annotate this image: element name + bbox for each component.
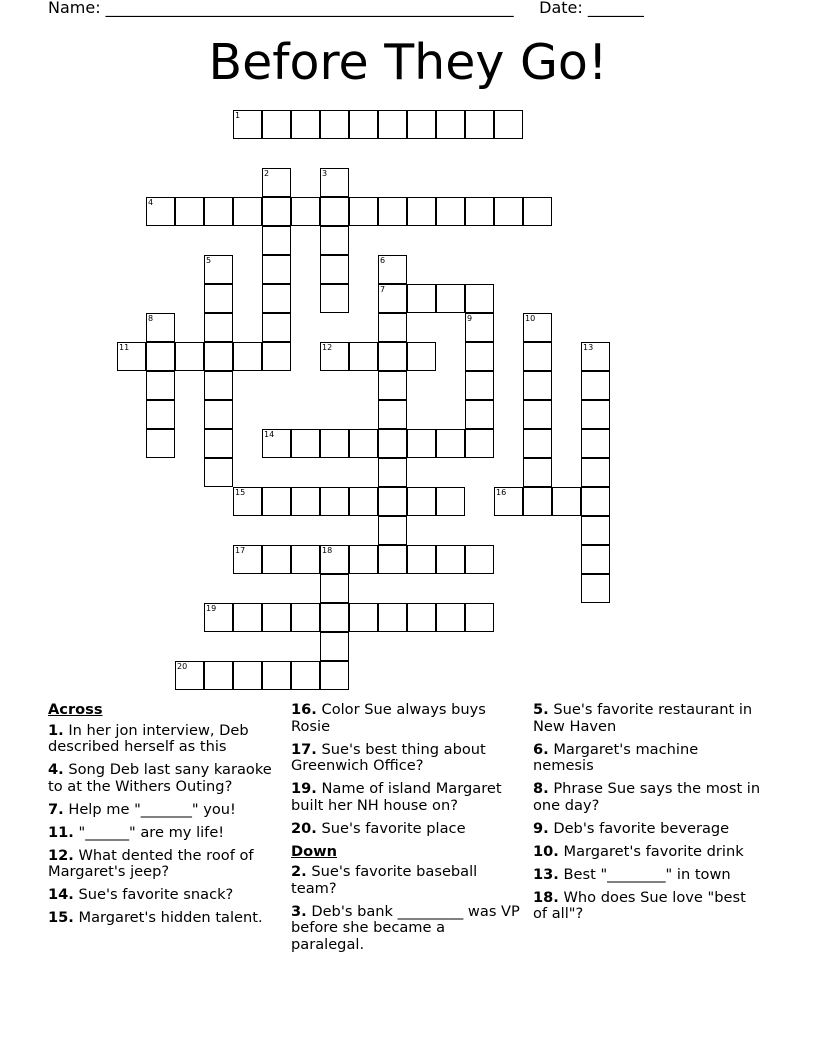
grid-cell[interactable] [233,603,262,632]
grid-cell[interactable] [407,342,436,371]
cell-number: 16 [496,488,507,497]
cell-number: 13 [583,343,594,352]
clue-number: 12. [48,846,74,864]
clue-text: "______" are my life! [78,823,225,841]
clue-text: Sue's favorite baseball team? [291,863,478,897]
grid-cell[interactable] [204,197,233,226]
clue-down-10 [533,844,763,861]
grid-cell[interactable] [262,226,291,255]
grid-cell[interactable] [204,313,233,342]
clue-number: 13. [533,865,559,883]
grid-cell[interactable] [291,545,320,574]
grid-cell[interactable] [291,429,320,458]
clue-across-15 [48,910,280,927]
puzzle-title: Before They Go! [208,34,608,91]
cell-number: 2 [264,169,270,178]
grid-cell[interactable] [523,429,552,458]
date-field-label: Date: _______ [539,0,644,17]
clue-text: Deb's favorite beverage [553,819,730,837]
cell-number: 10 [525,314,536,323]
grid-cell[interactable] [320,226,349,255]
grid-cell[interactable] [320,545,349,574]
grid-cell[interactable] [291,197,320,226]
clue-text: Sue's favorite place [321,819,466,837]
clue-text: Who does Sue love "best of all"? [533,888,746,922]
cell-number: 12 [322,343,333,352]
clue-across-7 [48,802,280,819]
cell-number: 18 [322,546,333,555]
grid-cell[interactable] [523,487,552,516]
clue-across-14 [48,887,280,904]
cell-number: 15 [235,488,246,497]
clue-text: Margaret's hidden talent. [78,909,263,926]
grid-cell[interactable] [378,487,407,516]
clue-text: Help me "_______" you! [68,800,236,818]
clue-across-4 [48,762,280,795]
grid-cell[interactable] [407,545,436,574]
clue-number: 7. [48,800,64,818]
clue-text: Song Deb last sany karaoke to at the Withers Outing? [48,761,272,795]
grid-cell[interactable] [349,545,378,574]
clue-text: Margaret's machine nemesis [533,740,699,774]
grid-cell[interactable] [262,284,291,313]
cell-number: 3 [322,169,328,178]
grid-cell[interactable] [523,371,552,400]
grid-cell[interactable] [262,197,291,226]
grid-cell[interactable] [552,487,581,516]
grid-cell[interactable] [436,603,465,632]
clue-text: Name of island Margaret built her NH house on? [291,780,502,814]
grid-cell[interactable] [204,429,233,458]
grid-cell[interactable] [262,342,291,371]
grid-cell[interactable] [175,342,204,371]
grid-cell[interactable] [204,284,233,313]
grid-cell[interactable] [349,197,378,226]
grid-cell[interactable] [146,371,175,400]
grid-cell[interactable] [378,313,407,342]
down-heading: Down [291,842,338,860]
grid-cell[interactable] [436,487,465,516]
grid-cell[interactable] [320,574,349,603]
cell-number: 8 [148,314,154,323]
grid-cell[interactable] [291,603,320,632]
grid-cell[interactable] [581,458,610,487]
clue-down-8 [533,781,763,814]
grid-cell[interactable] [378,400,407,429]
grid-cell[interactable] [465,110,494,139]
grid-cell[interactable] [378,516,407,545]
clue-text: Sue's best thing about Greenwich Office? [291,740,486,774]
clue-number: 17. [291,740,317,758]
grid-cell[interactable] [320,284,349,313]
grid-cell[interactable] [465,197,494,226]
grid-cell[interactable] [378,371,407,400]
grid-cell[interactable] [262,661,291,690]
grid-cell[interactable] [407,429,436,458]
clue-text: Phrase Sue says the most in one day? [533,780,761,814]
grid-cell[interactable] [204,371,233,400]
grid-cell[interactable] [465,313,494,342]
grid-cell[interactable] [204,342,233,371]
grid-cell[interactable] [523,458,552,487]
grid-cell[interactable] [262,487,291,516]
grid-cell[interactable] [349,110,378,139]
grid-cell[interactable] [204,661,233,690]
grid-cell[interactable] [349,429,378,458]
grid-cell[interactable] [494,197,523,226]
grid-cell[interactable] [378,603,407,632]
clue-number: 1. [48,721,64,739]
cell-number: 17 [235,546,246,555]
cell-number: 19 [206,604,217,613]
clue-down-5 [533,702,763,735]
grid-cell[interactable] [320,255,349,284]
grid-cell[interactable] [291,110,320,139]
grid-cell[interactable] [349,603,378,632]
grid-cell[interactable] [146,400,175,429]
grid-cell[interactable] [407,197,436,226]
grid-cell[interactable] [320,661,349,690]
grid-cell[interactable] [378,197,407,226]
clue-number: 11. [48,823,74,841]
grid-cell[interactable] [233,342,262,371]
clue-across-17 [291,742,521,775]
grid-cell[interactable] [436,197,465,226]
grid-cell[interactable] [581,516,610,545]
grid-cell[interactable] [117,342,146,371]
grid-cell[interactable] [407,603,436,632]
grid-cell[interactable] [320,197,349,226]
cell-number: 7 [380,285,386,294]
grid-cell[interactable] [378,284,407,313]
clue-text: Margaret's favorite drink [563,842,744,860]
clues-column-2 [291,702,521,960]
clue-across-16 [291,702,521,735]
grid-cell[interactable] [436,429,465,458]
clue-number: 10. [533,842,559,860]
grid-cell[interactable] [262,545,291,574]
grid-cell[interactable] [320,487,349,516]
grid-cell[interactable] [465,429,494,458]
clue-number: 19. [291,780,317,797]
grid-cell[interactable] [233,545,262,574]
clue-text: In her jon interview, Deb described herself as this [48,721,249,755]
grid-cell[interactable] [407,284,436,313]
grid-cell[interactable] [465,371,494,400]
clue-number: 20. [291,819,317,837]
grid-cell[interactable] [407,487,436,516]
clue-text: Sue's favorite restaurant in New Haven [533,701,753,735]
grid-cell[interactable] [581,545,610,574]
grid-cell[interactable] [378,255,407,284]
grid-cell[interactable] [494,487,523,516]
grid-cell[interactable] [146,342,175,371]
clue-down-6 [533,742,763,775]
cell-number: 9 [467,314,473,323]
grid-cell[interactable] [349,342,378,371]
cell-number: 5 [206,256,212,265]
grid-cell[interactable] [436,284,465,313]
grid-cell[interactable] [378,110,407,139]
grid-cell[interactable] [581,371,610,400]
grid-cell[interactable] [436,110,465,139]
clue-across-11 [48,825,280,842]
clue-text: Deb's bank _________ was VP before she became a paralegal. [291,902,520,953]
across-heading: Across [48,701,103,718]
cell-number: 20 [177,662,188,671]
clue-number: 18. [533,888,559,906]
cell-number: 11 [119,343,130,352]
clues-column-3 [533,702,763,929]
grid-cell[interactable] [146,197,175,226]
grid-cell[interactable] [320,110,349,139]
clue-number: 4. [48,761,64,778]
grid-cell[interactable] [204,458,233,487]
grid-cell[interactable] [262,255,291,284]
grid-cell[interactable] [262,429,291,458]
grid-cell[interactable] [581,342,610,371]
grid-cell[interactable] [581,574,610,603]
cell-number: 1 [235,111,241,120]
grid-cell[interactable] [465,284,494,313]
grid-cell[interactable] [349,487,378,516]
clue-down-18 [533,890,763,923]
clue-across-12 [48,848,280,881]
grid-cell[interactable] [465,400,494,429]
grid-cell[interactable] [523,313,552,342]
grid-cell[interactable] [204,255,233,284]
clues-column-1 [48,702,280,933]
cell-number: 4 [148,198,154,207]
name-field-label: Name: ___________________________________________________ [48,0,514,17]
grid-cell[interactable] [291,487,320,516]
clue-text: Best "________" in town [563,865,731,883]
grid-cell[interactable] [262,110,291,139]
grid-cell[interactable] [581,429,610,458]
grid-cell[interactable] [175,661,204,690]
grid-cell[interactable] [378,342,407,371]
cell-number: 14 [264,430,275,439]
grid-cell[interactable] [523,342,552,371]
grid-cell[interactable] [378,429,407,458]
grid-cell[interactable] [465,545,494,574]
grid-cell[interactable] [204,603,233,632]
clue-across-20 [291,821,521,838]
grid-cell[interactable] [233,197,262,226]
clue-down-9 [533,821,763,838]
grid-cell[interactable] [262,168,291,197]
clue-number: 14. [48,886,74,903]
clue-number: 3. [291,902,307,920]
grid-cell[interactable] [523,400,552,429]
grid-cell[interactable] [233,661,262,690]
clue-across-19 [291,781,521,814]
grid-cell[interactable] [262,603,291,632]
clue-down-2 [291,864,521,897]
clue-number: 9. [533,819,549,837]
clue-number: 16. [291,701,317,718]
grid-cell[interactable] [146,429,175,458]
grid-cell[interactable] [233,487,262,516]
grid-cell[interactable] [320,429,349,458]
grid-cell[interactable] [320,603,349,632]
grid-cell[interactable] [523,197,552,226]
grid-cell[interactable] [146,313,175,342]
grid-cell[interactable] [581,487,610,516]
clue-text: Color Sue always buys Rosie [291,701,486,735]
grid-cell[interactable] [465,603,494,632]
clue-number: 2. [291,863,307,880]
clue-text: What dented the roof of Margaret's jeep? [48,846,254,880]
grid-cell[interactable] [436,545,465,574]
clue-text: Sue's favorite snack? [78,886,234,903]
grid-cell[interactable] [378,545,407,574]
clue-number: 6. [533,740,549,758]
grid-cell[interactable] [175,197,204,226]
clue-down-13 [533,867,763,884]
cell-number: 6 [380,256,386,265]
grid-cell[interactable] [581,400,610,429]
grid-cell[interactable] [204,400,233,429]
grid-cell[interactable] [291,661,320,690]
clue-number: 8. [533,780,549,797]
clue-number: 5. [533,701,549,718]
clue-number: 15. [48,909,74,926]
clue-across-1 [48,723,280,756]
grid-cell[interactable] [320,632,349,661]
grid-cell[interactable] [465,342,494,371]
grid-cell[interactable] [320,168,349,197]
clue-down-3 [291,904,521,954]
grid-cell[interactable] [494,110,523,139]
grid-cell[interactable] [233,110,262,139]
grid-cell[interactable] [407,110,436,139]
grid-cell[interactable] [378,458,407,487]
grid-cell[interactable] [320,342,349,371]
grid-cell[interactable] [262,313,291,342]
